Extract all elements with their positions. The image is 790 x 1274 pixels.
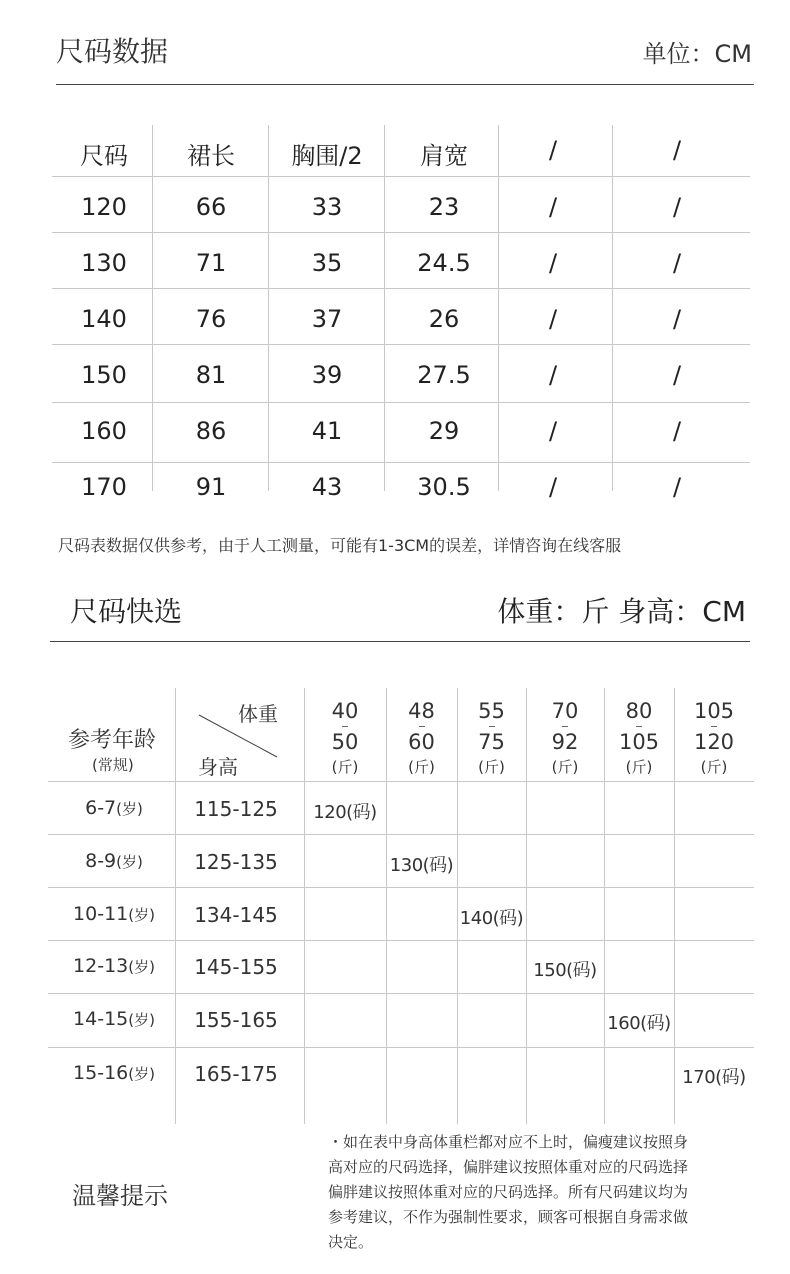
size-table-cell: 91 [195,473,227,501]
quick-unit-label: 体重：斤 身高：CM [497,595,746,628]
size-table-cell: 39 [311,361,343,389]
size-code-cell: 160(码) [607,1013,671,1034]
age-unit: (岁) [128,958,155,976]
age-cell [52,850,176,872]
corner-age-label: 参考年龄 [68,728,157,753]
weight-col-header [304,696,386,777]
size-code-cell: 130(码) [389,855,454,876]
quick-table-row-divider [48,834,754,835]
height-cell: 165-175 [194,1062,278,1086]
weight-col-header [604,696,674,777]
age-value: 12-13 [73,955,129,977]
age-value: 6-7 [85,797,117,819]
corner-weight-label: 体重 [238,702,278,726]
age-cell [52,797,176,819]
age-unit: (岁) [128,906,155,924]
weight-col-header [457,696,526,777]
size-code-cell: 170(码) [682,1067,746,1088]
size-table-cell: / [548,193,558,221]
weight-min: 80 [625,699,653,723]
size-table-cell: 170 [81,473,127,501]
weight-min: 105 [693,699,735,723]
weight-max: 120 [693,730,735,754]
weight-col-header [674,696,754,777]
tips-line: 高对应的尺码选择，偏胖建议按照体重对应的尺码选择 [328,1158,689,1176]
size-table-header: / [548,136,558,164]
corner-age-sub: (常规) [92,756,134,774]
height-cell: 155-165 [194,1008,278,1032]
age-cell [52,903,176,925]
size-table-cell: 86 [195,417,227,445]
age-value: 14-15 [73,1008,129,1030]
size-table-cell: 66 [195,193,227,221]
size-table-cell: / [548,249,558,277]
weight-min: 40 [331,699,359,723]
quick-table-row-divider [48,993,754,994]
size-table-cell: 81 [195,361,227,389]
tips-line: 参考建议，不作为强制性要求，顾客可根据自身需求做 [328,1208,689,1226]
age-unit: (岁) [116,853,143,871]
quick-table-row-divider [48,781,754,782]
size-table-cell: / [672,473,682,501]
height-cell: 145-155 [194,955,278,979]
height-cell: 125-135 [194,850,278,874]
weight-max: 75 [478,730,505,754]
age-value: 15-16 [73,1062,129,1084]
weight-max: 105 [618,730,660,754]
size-table-cell: 71 [195,249,227,277]
weight-min: 70 [551,699,579,723]
size-note: 尺码表数据仅供参考，由于人工测量，可能有1-3CM的误差，详情咨询在线客服 [58,536,622,555]
size-table-row-divider [52,462,750,463]
size-table-cell: 160 [81,417,127,445]
tips-line: 决定。 [328,1233,374,1251]
quick-section-title: 尺码快选 [70,595,183,628]
size-table-cell: 43 [311,473,343,501]
size-table-row-divider [52,344,750,345]
size-table-header: 裙长 [187,142,235,170]
size-code-cell: 150(码) [533,960,597,981]
size-table-cell: / [672,249,682,277]
quick-table-row-divider [48,1047,754,1048]
size-table-header: 尺码 [80,142,128,170]
weight-unit: (斤) [331,758,359,776]
quick-table-row-divider [48,940,754,941]
size-table-row-divider [52,402,750,403]
age-cell [52,1008,176,1030]
size-table-cell: 24.5 [417,249,471,277]
age-cell [52,955,176,977]
size-table-header: / [672,136,682,164]
size-table-cell: 130 [81,249,127,277]
size-table-header: 肩宽 [420,142,468,170]
size-table-cell: 120 [81,193,127,221]
weight-unit: (斤) [478,758,505,776]
height-cell: 115-125 [194,797,278,821]
weight-max: 92 [551,730,579,754]
age-value: 8-9 [85,850,117,872]
size-table-cell: 30.5 [417,473,471,501]
height-cell: 134-145 [194,903,278,927]
size-table-cell: / [672,193,682,221]
size-table-cell: 23 [428,193,460,221]
size-table-header: 胸围/2 [291,142,363,170]
tips-body [328,1130,748,1255]
weight-unit: (斤) [625,758,653,776]
size-table-col-divider [384,125,385,491]
size-table-cell: / [548,361,558,389]
weight-unit: (斤) [551,758,579,776]
size-table-cell: / [548,473,558,501]
size-table-cell: 150 [81,361,127,389]
weight-unit: (斤) [700,758,728,776]
age-unit: (岁) [128,1011,155,1029]
weight-unit: (斤) [408,758,435,776]
size-unit-label: 单位：CM [642,40,752,68]
size-table-col-divider [268,125,269,491]
size-table-cell: 35 [311,249,343,277]
size-table-cell: 29 [428,417,460,445]
corner-diagonal [196,712,280,760]
size-code-cell: 140(码) [459,908,524,929]
size-table-row-divider [52,176,750,177]
size-table-cell: 76 [195,305,227,333]
size-table-cell: / [672,361,682,389]
age-value: 10-11 [73,903,129,925]
size-table-cell: 26 [428,305,460,333]
weight-col-header [386,696,457,777]
size-table-cell: / [672,305,682,333]
age-cell [52,1062,176,1084]
tips-line: 偏胖建议按照体重对应的尺码选择。所有尺码建议均为 [328,1183,689,1201]
weight-min: 55 [478,699,505,723]
weight-col-header [526,696,604,777]
size-code-cell: 120(码) [313,802,377,823]
weight-max: 60 [408,730,435,754]
size-table-cell: 37 [311,305,343,333]
size-table-cell: 140 [81,305,127,333]
size-section-title: 尺码数据 [56,35,169,68]
size-table-cell: 27.5 [417,361,471,389]
quick-table-row-divider [48,887,754,888]
tips-line: ・如在表中身高体重栏都对应不上时，偏瘦建议按照身 [328,1133,689,1151]
size-table-row-divider [52,232,750,233]
size-table-col-divider [612,125,613,491]
tips-title: 温馨提示 [72,1182,168,1210]
age-unit: (岁) [116,800,143,818]
quick-title-divider [50,641,750,642]
size-table-cell: 41 [311,417,343,445]
size-table-cell: / [548,417,558,445]
age-unit: (岁) [128,1065,155,1083]
size-table-cell: 33 [311,193,343,221]
size-table-cell: / [548,305,558,333]
size-title-divider [56,84,754,85]
weight-min: 48 [408,699,435,723]
size-table-row-divider [52,288,750,289]
size-table-cell: / [672,417,682,445]
weight-max: 50 [331,730,359,754]
corner-height-label: 身高 [198,755,238,779]
